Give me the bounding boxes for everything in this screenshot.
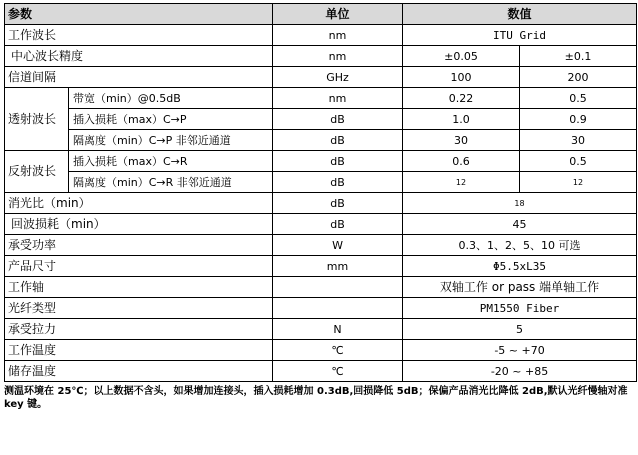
value-tension: 5 (403, 319, 637, 340)
unit-axis (273, 277, 403, 298)
unit-fiber (273, 298, 403, 319)
unit-spacing: GHz (273, 67, 403, 88)
unit-wavelength: nm (273, 25, 403, 46)
row-return-loss (5, 214, 637, 235)
row-transmit-bandwidth (5, 88, 637, 109)
label-transmit-isolation: 隔离度（min）C→P 非邻近通道 (69, 130, 273, 151)
label-power: 承受功率 (5, 235, 273, 256)
unit-storage-temp: ℃ (273, 361, 403, 382)
value-axis: 双轴工作 or pass 端单轴工作 (403, 277, 637, 298)
row-axis (5, 277, 637, 298)
label-extinction: 消光比（min） (5, 193, 273, 214)
label-center-precision: 中心波长精度 (5, 46, 273, 67)
label-storage-temp: 储存温度 (5, 361, 273, 382)
value-storage-temp: -20 ~ +85 (403, 361, 637, 382)
label-spacing: 信道间隔 (5, 67, 273, 88)
header-param: 参数 (5, 4, 273, 25)
value-wavelength: ITU Grid (403, 25, 637, 46)
label-wavelength: 工作波长 (5, 25, 273, 46)
value-extinction: 18 (403, 193, 637, 214)
unit-power: W (273, 235, 403, 256)
row-transmit-insertion (5, 109, 637, 130)
spec-table (4, 3, 637, 382)
row-reflect-insertion (5, 151, 637, 172)
label-transmit-bandwidth: 带宽（min）@0.5dB (69, 88, 273, 109)
label-op-temp: 工作温度 (5, 340, 273, 361)
row-wavelength (5, 25, 637, 46)
value-reflect-insertion-1: 0.6 (403, 151, 520, 172)
group-transmit: 透射波长 (5, 88, 69, 151)
value-op-temp: -5 ~ +70 (403, 340, 637, 361)
value-transmit-bandwidth-1: 0.22 (403, 88, 520, 109)
value-center-precision-2: ±0.1 (520, 46, 637, 67)
unit-size: mm (273, 256, 403, 277)
value-fiber: PM1550 Fiber (403, 298, 637, 319)
unit-transmit-bandwidth: nm (273, 88, 403, 109)
label-size: 产品尺寸 (5, 256, 273, 277)
row-power (5, 235, 637, 256)
group-reflect: 反射波长 (5, 151, 69, 193)
value-transmit-bandwidth-2: 0.5 (520, 88, 637, 109)
row-tension (5, 319, 637, 340)
header-unit: 单位 (273, 4, 403, 25)
label-transmit-insertion: 插入损耗（max）C→P (69, 109, 273, 130)
value-transmit-insertion-2: 0.9 (520, 109, 637, 130)
value-transmit-isolation-2: 30 (520, 130, 637, 151)
value-reflect-isolation-1: 12 (403, 172, 520, 193)
label-fiber: 光纤类型 (5, 298, 273, 319)
row-size (5, 256, 637, 277)
value-reflect-isolation-2: 12 (520, 172, 637, 193)
header-row (5, 4, 637, 25)
value-transmit-insertion-1: 1.0 (403, 109, 520, 130)
row-op-temp (5, 340, 637, 361)
unit-transmit-isolation: dB (273, 130, 403, 151)
unit-return-loss: dB (273, 214, 403, 235)
unit-reflect-isolation: dB (273, 172, 403, 193)
row-extinction (5, 193, 637, 214)
row-transmit-isolation (5, 130, 637, 151)
row-storage-temp (5, 361, 637, 382)
value-size: Φ5.5xL35 (403, 256, 637, 277)
value-return-loss: 45 (403, 214, 637, 235)
header-value: 数值 (403, 4, 637, 25)
value-spacing-1: 100 (403, 67, 520, 88)
footnote: 测温环境在 25℃；以上数据不含头，如果增加连接头，插入损耗增加 0.3dB,回损降低 5dB；保偏产品消光比降低 2dB,默认光纤慢轴对准 key 键。 (4, 386, 628, 410)
value-spacing-2: 200 (520, 67, 637, 88)
unit-tension: N (273, 319, 403, 340)
label-return-loss: 回波损耗（min） (5, 214, 273, 235)
row-reflect-isolation (5, 172, 637, 193)
row-fiber (5, 298, 637, 319)
unit-transmit-insertion: dB (273, 109, 403, 130)
label-tension: 承受拉力 (5, 319, 273, 340)
unit-extinction: dB (273, 193, 403, 214)
label-reflect-insertion: 插入损耗（max）C→R (69, 151, 273, 172)
value-transmit-isolation-1: 30 (403, 130, 520, 151)
value-reflect-insertion-2: 0.5 (520, 151, 637, 172)
value-center-precision-1: ±0.05 (403, 46, 520, 67)
label-axis: 工作轴 (5, 277, 273, 298)
label-reflect-isolation: 隔离度（min）C→R 非邻近通道 (69, 172, 273, 193)
row-center-precision (5, 46, 637, 67)
row-spacing (5, 67, 637, 88)
unit-reflect-insertion: dB (273, 151, 403, 172)
unit-center-precision: nm (273, 46, 403, 67)
value-power: 0.3、1、2、5、10 可选 (403, 235, 637, 256)
unit-op-temp: ℃ (273, 340, 403, 361)
